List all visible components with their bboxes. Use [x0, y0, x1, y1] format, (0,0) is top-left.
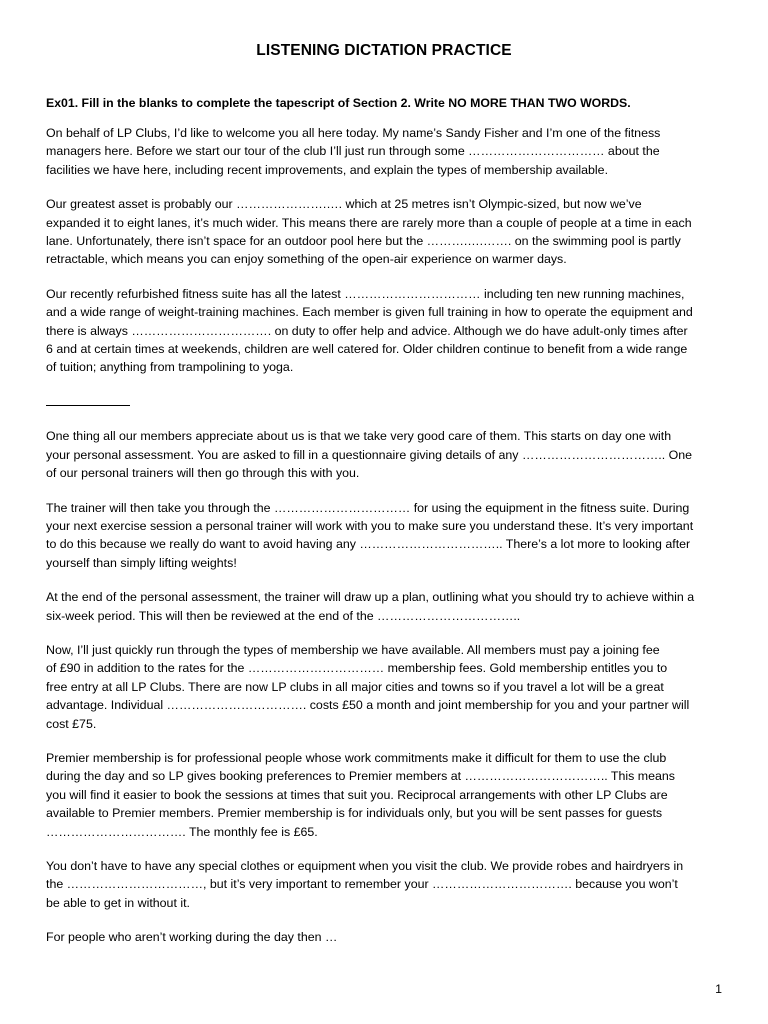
- text-line: yourself than simply lifting weights!: [46, 555, 237, 570]
- text-line: six-week period. This will then be reviewed at the end of the ……………………………..: [46, 608, 521, 623]
- section-divider: [46, 393, 722, 411]
- text-line: your next exercise session a personal trainer will work with you to make sure you understand these. It’s very important: [46, 518, 694, 533]
- text-line: Premier membership is for professional people whose work commitments make it difficult for them to use the club: [46, 750, 667, 765]
- paragraph-membership: [46, 641, 722, 733]
- paragraph-pool: [46, 195, 722, 269]
- text-line: Our greatest asset is probably our ………………….…. which at 25 metres isn’t Olympic-sized, but now we’ve: [46, 197, 642, 212]
- text-line: of £90 in addition to the rates for the …………………………… membership fees. Gold membership entitles you to: [46, 661, 668, 676]
- text-line: lane. Unfortunately, there isn’t space for an outdoor pool here but the ……….….……. on the swimming pool is partly: [46, 234, 681, 249]
- paragraph-plan: [46, 588, 722, 625]
- divider-line: [46, 394, 130, 406]
- text-line: there is always ……………………………. on duty to offer help and advice. Although we do have adult-only times after: [46, 323, 688, 338]
- text-line: On behalf of LP Clubs, I’d like to welcome you all here today. My name’s Sandy Fisher and I’m one of the fitness: [46, 126, 661, 140]
- text-line: You don’t have to have any special clothes or equipment when you visit the club. We provide robes and hairdryers in: [46, 859, 684, 873]
- text-line: available to Premier members. Premier membership is for individuals only, but you will be sent passes for guests: [46, 806, 663, 821]
- paragraph-fitness-suite: [46, 285, 722, 377]
- tapescript-body: [46, 124, 722, 963]
- paragraph-clothes: [46, 857, 722, 912]
- text-line: One thing all our members appreciate about us is that we take very good care of them. This starts on day one with: [46, 429, 672, 444]
- paragraph-premier: [46, 749, 722, 841]
- text-line: and a wide range of weight-training machines. Each member is given full training in how to operate the equipment and: [46, 305, 693, 320]
- text-line: during the day and so LP gives booking preferences to Premier members at …………………………….. This means: [46, 769, 675, 784]
- paragraph-welcome: [46, 124, 722, 179]
- paragraph-closing: [46, 928, 722, 946]
- text-line: you will find it easier to book the sessions at times that suit you. Reciprocal arrangements with other LP Clubs are: [46, 787, 668, 802]
- text-line: expanded it to eight lanes, it’s much wider. This means there are rarely more than a couple of people at a time in each: [46, 215, 692, 230]
- page-title: LISTENING DICTATION PRACTICE: [256, 42, 512, 59]
- text-line: of our personal trainers will then go through this with you.: [46, 466, 360, 481]
- text-line: to do this because we really do want to avoid having any …………………………….. There’s a lot more to looking after: [46, 537, 691, 552]
- paragraph-assessment: [46, 427, 722, 482]
- text-line: of tuition; anything from trampolining to yoga.: [46, 360, 294, 375]
- text-line: At the end of the personal assessment, the trainer will draw up a plan, outlining what you should try to achieve within a: [46, 590, 695, 605]
- text-line: For people who aren’t working during the day then …: [46, 930, 338, 945]
- text-line: retractable, which means you can enjoy something of the open-air experience on warmer days.: [46, 252, 567, 267]
- text-line: Our recently refurbished fitness suite has all the latest …………………………… including ten new running machines,: [46, 286, 685, 301]
- text-line: your personal assessment. You are asked to fill in a questionnaire giving details of any …………………………….. One: [46, 447, 692, 462]
- exercise-instruction: Ex01. Fill in the blanks to complete the tapescript of Section 2. Write NO MORE THAN TWO WORDS.: [46, 96, 631, 110]
- page-number: 1: [715, 982, 722, 996]
- text-line: free entry at all LP Clubs. There are now LP clubs in all major cities and towns so if you travel a lot will be a great: [46, 679, 664, 694]
- text-line: The trainer will then take you through the …………………………… for using the equipment in the fitness suite. During: [46, 500, 690, 515]
- paragraph-trainer: [46, 499, 722, 573]
- text-line: Now, I’ll just quickly run through the types of membership we have available. All members must pay a joining fee: [46, 642, 660, 657]
- text-line: cost £75.: [46, 716, 97, 731]
- text-line: managers here. Before we start our tour of the club I’ll just run through some …………………………… about the: [46, 144, 660, 159]
- text-line: be able to get in without it.: [46, 895, 190, 910]
- text-line: advantage. Individual ……………………………. costs £50 a month and joint membership for you and your partner will: [46, 698, 690, 713]
- text-line: 6 and at certain times at weekends, children are well catered for. Older children continue to benefit from a wide range: [46, 342, 688, 357]
- text-line: ……………………………. The monthly fee is £65.: [46, 824, 318, 839]
- text-line: the ……………………………, but it’s very important to remember your ……………………………. because you won’t: [46, 877, 678, 892]
- text-line: facilities we have here, including recent improvements, and explain the types of membership available.: [46, 162, 609, 177]
